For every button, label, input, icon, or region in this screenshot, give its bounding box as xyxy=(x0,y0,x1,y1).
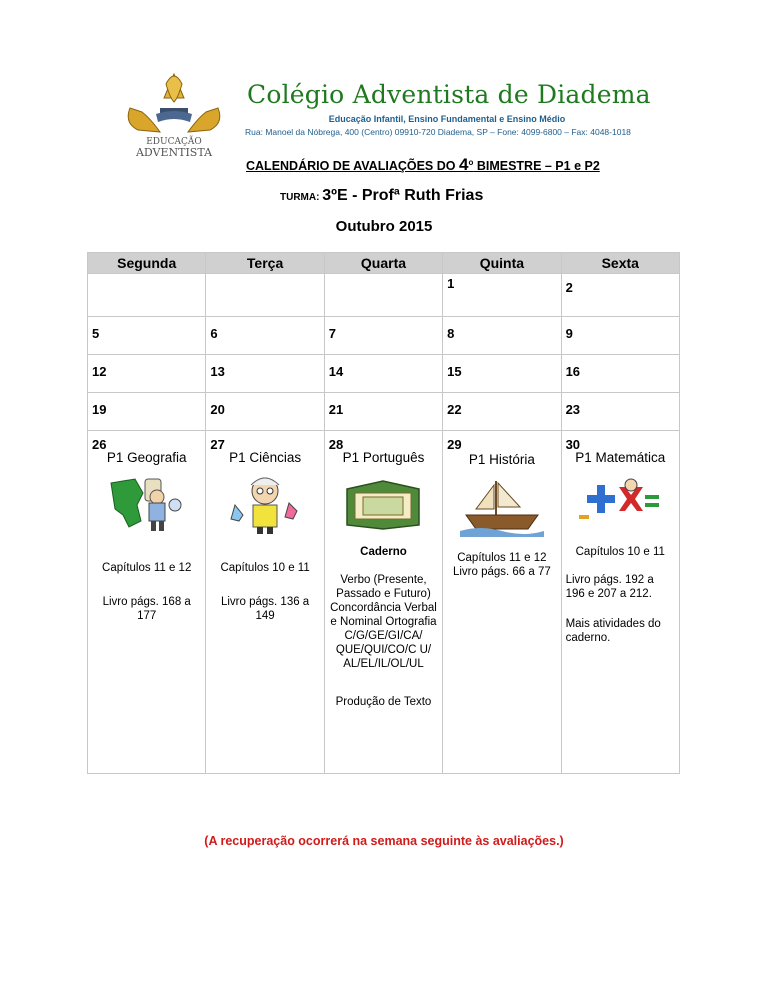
school-address: Rua: Manoel da Nóbrega, 400 (Centro) 09910-720 Diadema, SP – Fone: 4099-6800 – Fax: 4048-1018 xyxy=(245,127,631,137)
day-cell: 19 xyxy=(88,393,206,431)
exam-subject: P1 Português xyxy=(342,450,425,465)
month-title: Outubro 2015 xyxy=(335,218,433,235)
day-cell: 15 xyxy=(443,355,561,393)
school-subtitle: Educação Infantil, Ensino Fundamental e Ensino Médio xyxy=(328,114,566,124)
exam-cell-matematica: 30 P1 Matemática Capítulos 10 e 11 Livro págs. 192 a 196 e 207 a 212. Mais atividades do caderno. xyxy=(561,431,679,774)
week-row xyxy=(88,317,680,355)
exam-notes: Produção de Texto xyxy=(335,696,432,708)
exam-cell-ciencias: 27 P1 Ciências Capítulos 10 e 11 Livro págs. 136 a 149 xyxy=(206,431,324,774)
exam-notes: Caderno xyxy=(360,546,407,558)
scientist-icon xyxy=(227,475,303,535)
exam-cell-historia: 29 P1 História Capítulos 11 e 12 Livro págs. 66 a 77 xyxy=(443,431,561,774)
day-cell: 1 xyxy=(443,274,561,317)
week-row xyxy=(88,274,680,317)
day-cell: 12 xyxy=(88,355,206,393)
exam-cell-portugues: 28 P1 Português Caderno Verbo (Presente, Passado e Futuro) Concordância Verbal e Nominal Ortografia C/G/GE/GI/CA/ QUE/QUI/CO/C U/ AL/EL/IL/OL/UL Produção de Texto xyxy=(324,431,442,774)
calendar-title: CALENDÁRIO DE AVALIAÇÕES DO 4$^o$ BIMESTRE – P1 e P2 xyxy=(246,155,600,174)
exam-notes: Livro págs. 136 a 149 xyxy=(220,596,310,622)
week-row xyxy=(88,393,680,431)
svg-text:ADVENTISTA: ADVENTISTA xyxy=(135,146,213,159)
day-cell: 2 xyxy=(561,274,679,317)
exam-subject: P1 História xyxy=(468,452,535,467)
ship-icon xyxy=(460,477,544,537)
day-header-friday: Sexta xyxy=(561,253,679,274)
day-cell: 14 xyxy=(324,355,442,393)
recovery-note: (A recuperação ocorrerá na semana seguinte às avaliações.) xyxy=(204,834,564,848)
day-cell: 23 xyxy=(561,393,679,431)
day-header-row xyxy=(88,253,680,274)
day-cell: 22 xyxy=(443,393,561,431)
day-cell: 13 xyxy=(206,355,324,393)
day-header-thursday: Quinta xyxy=(443,253,561,274)
school-name: Colégio Adventista de Diadema xyxy=(247,80,651,109)
day-cell: 5 xyxy=(88,317,206,355)
exam-subject: P1 Ciências xyxy=(229,450,302,465)
week-row xyxy=(88,355,680,393)
math-symbols-icon xyxy=(577,475,663,527)
day-cell xyxy=(88,274,206,317)
exam-cell-geografia: 26 P1 Geografia Capítulos 11 e 12 Livro págs. 168 a 177 xyxy=(88,431,206,774)
day-cell: 9 xyxy=(561,317,679,355)
calendar-table xyxy=(87,252,680,774)
exam-notes: Capítulos 11 e 12 xyxy=(102,562,192,574)
day-cell: 16 xyxy=(561,355,679,393)
svg-text:EDUCAÇÃO: EDUCAÇÃO xyxy=(146,137,202,147)
exam-notes: Capítulos 11 e 12 Livro págs. 66 a 77 xyxy=(452,552,551,578)
exam-notes: Verbo (Presente, Passado e Futuro) Concordância Verbal e Nominal Ortografia C/G/GE/GI/CA/ QUE/QUI/CO/C U/ AL/EL/IL/OL/UL xyxy=(330,574,437,670)
day-cell: 7 xyxy=(324,317,442,355)
day-cell: 20 xyxy=(206,393,324,431)
day-cell xyxy=(206,274,324,317)
day-cell: 8 xyxy=(443,317,561,355)
exam-subject: P1 Geografia xyxy=(106,450,187,465)
exam-notes: Mais atividades do caderno. xyxy=(565,618,661,644)
map-figure-icon xyxy=(107,475,187,533)
day-cell: 21 xyxy=(324,393,442,431)
day-header-tuesday: Terça xyxy=(206,253,324,274)
book-icon xyxy=(341,475,425,531)
day-header-monday: Segunda xyxy=(88,253,206,274)
exam-subject: P1 Matemática xyxy=(575,450,666,465)
exam-notes: Capítulos 10 e 11 xyxy=(575,546,665,558)
exam-notes: Livro págs. 168 a 177 xyxy=(102,596,191,622)
day-header-wednesday: Quarta xyxy=(324,253,442,274)
day-cell xyxy=(324,274,442,317)
exam-notes: Livro págs. 192 a 196 e 207 a 212. xyxy=(565,574,654,600)
class-teacher: TURMA: 3ºE - Profª Ruth Frias xyxy=(280,187,484,204)
day-cell: 6 xyxy=(206,317,324,355)
exam-week-row xyxy=(88,431,680,774)
exam-notes: Capítulos 10 e 11 xyxy=(220,562,310,574)
